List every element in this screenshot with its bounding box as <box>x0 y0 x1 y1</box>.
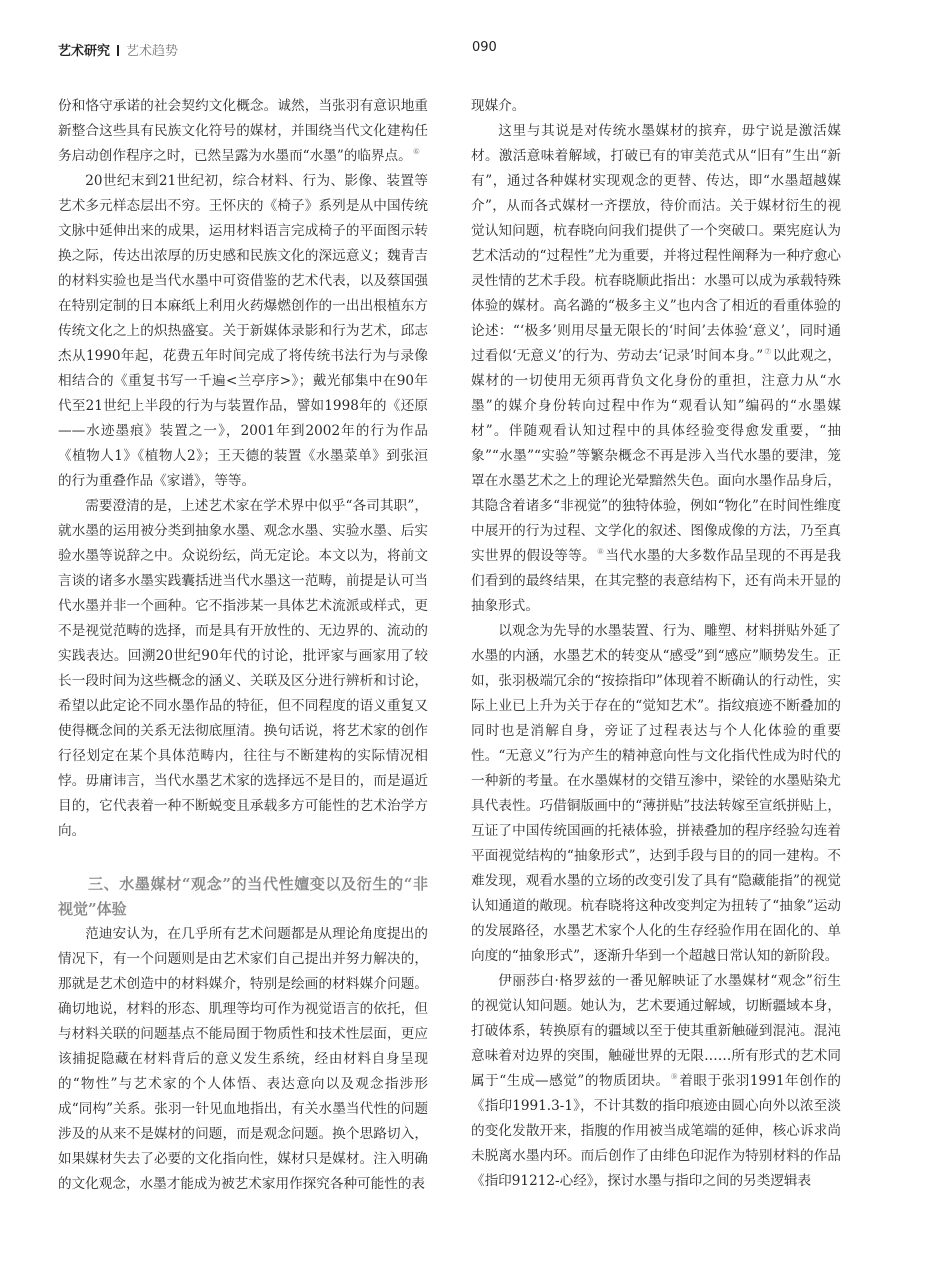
running-header <box>58 40 898 64</box>
paragraph <box>58 94 428 169</box>
footnote-marker[interactable]: ⑦ <box>764 347 772 357</box>
footnote-marker[interactable]: ⑥ <box>412 147 420 157</box>
paragraph: 20世纪末到21世纪初，综合材料、行为、影像、装置等艺术多元样态层出不穷。王怀庆的《椅子》系列是从中国传统文脉中延伸出来的成果，运用材料语言完成椅子的平面图示转换之际，传达出浓厚的历史感和民族文化的深远意义；魏青吉的材料实验也是当代水墨中可资借鉴的艺术代表，以及蔡国强在特别定制的日本麻纸上利用火药爆燃创作的一出出根植东方传统文化之上的炽热盛宴。关于新媒体录影和行为艺术，邱志杰从1990年起，花费五年时间完成了将传统书法行为与录像相结合的《重复书写一千遍<兰亭序>》；戴光郁集中在90年代至21世纪上半段的行为与装置作品，譬如1998年的《还原——水迹墨痕》装置之一》，2001年到2002年的行为作品《植物人1》《植物人2》；王天德的装置《水墨菜单》到张洹的行为重叠作品《家谱》，等等。 <box>58 173 428 489</box>
paragraph <box>471 969 841 1194</box>
paragraph: 以观念为先导的水墨装置、行为、雕塑、材料拼贴外延了水墨的内涵，水墨艺术的转变从“感受”到“感应”顺势发生。正如，张羽极端冗余的“按捺指印”体现着不断确认的行动性，实际上业已上升为关于存在的“觉知艺术”。指纹痕迹不断叠加的同时也是消解自身，旁证了过程表达与个人化体验的重要性。“无意义”行为产生的精神意向性与文化指代性成为时代的一种新的考量。在水墨媒材的交错互渗中，梁铨的水墨贴染尤具代表性。巧借铜版画中的“薄拼贴”技法转嫁至宣纸拼贴上，互证了中国传统国画的托裱体验，拼裱叠加的程序经验勾连着平面视觉结构的“抽象形式”，达到手段与目的的同一建构。不难发现，观看水墨的立场的改变引发了具有“隐藏能指”的视觉认知通道的敞现。杭春晓将这种改变判定为扭转了“抽象”运动的发展路径，水墨艺术家个人化的生存经验作用在固化的、单向度的“抽象形式”，逐渐升华到一个超越日常认知的新阶段。 <box>471 623 841 964</box>
paragraph <box>471 119 841 619</box>
right-column <box>471 94 841 1264</box>
paragraph-text: 以此观之，媒材的一切使用无须再背负文化身份的重担，注意力从“水墨”的媒介身份转向过程中作为“观看认知”编码的“水墨媒材”。伴随观看认知过程中的具体经验变得愈发重要，“抽象”“水墨”“实验”等繁杂概念不再是涉入当代水墨的要津，笼罩在水墨艺术之上的理论光晕黯然失色。面向水墨作品身后，其隐含着诸多“非视觉”的独特体验，例如“物化”在时间性维度中展开的行为过程、文学化的叙述、图像成像的方法，乃至真实世界的假设等等。 <box>471 348 841 564</box>
paragraph: 需要澄清的是，上述艺术家在学术界中似乎“各司其职”，就水墨的运用被分类到抽象水墨、观念水墨、实验水墨、后实验水墨等说辞之中。众说纷纭，尚无定论。本文以为，将前文言谈的诸多水墨实践囊括进当代水墨这一范畴，前提是认可当代水墨并非一个画种。它不指涉某一具体艺术流派或样式，更不是视觉范畴的选择，而是具有开放性的、无边界的、流动的实践表达。回溯20世纪90年代的讨论，批评家与画家用了较长一段时间为这些概念的涵义、关联及区分进行辨析和讨论，希望以此定论不同水墨作品的特征，但不同程度的语义重复又使得概念间的关系无法彻底厘清。换句话说，将艺术家的创作行径划定在某个具体范畴内，往往与不断建构的实际情况相悖。毋庸讳言，当代水墨艺术家的选择远不是目的，而是逼近目的，它代表着一种不断蜕变且承载多方可能性的艺术治学方向。 <box>58 498 428 839</box>
page-number: 090 <box>472 40 497 55</box>
paragraph-text: 份和恪守承诺的社会契约文化概念。诚然，当张羽有意识地重新整合这些具有民族文化符号的媒材，并围绕当代文化建构任务启动创作程序之时，已然呈露为水墨而“水墨”的临界点。 <box>58 98 428 164</box>
header-divider <box>117 45 119 56</box>
paragraph-text: 当代水墨的大多数作品呈现的不再是我们看到的最终结果，在其完整的表意结构下，还有尚未开显的抽象形式。 <box>471 548 841 614</box>
journal-subsection: 艺术趋势 <box>126 44 179 59</box>
footnote-marker[interactable]: ⑧ <box>596 547 605 557</box>
paragraph: 现媒介。 <box>471 98 526 114</box>
journal-section: 艺术研究 <box>58 44 111 59</box>
paragraph-text: 这里与其说是对传统水墨媒材的摈弃，毋宁说是激活媒材。激活意味着解域，打破已有的审美范式从“旧有”生出“新有”，通过各种媒材实现观念的更替、传达，即“水墨超越媒介”，从而各式媒材一齐摆放，待价而沽。关于媒材衍生的视觉认知问题，杭春晓向问我们提供了一个突破口。栗宪庭认为艺术活动的“过程性”尤为重要，并将过程性阐释为一种疗愈心灵性情的艺术手段。杭春晓顺此指出：水墨可以成为承载特殊体验的媒材。高名潞的“极多主义”也内含了相近的看重体验的论述：“‘极多’则用尽量无限长的‘时间’去体验‘意义’，同时通过看似‘无意义’的行为、劳动去‘记录’时间本身。” <box>471 123 841 364</box>
paragraph-text: 伊丽莎白·格罗兹的一番见解映证了水墨媒材“观念”衍生的视觉认知问题。她认为，艺术要通过解域，切断疆域本身，打破体系，转换原有的疆域以至于使其重新触碰到混沌。混沌意味着对边界的突围，触碰世界的无限……所有形式的艺术同属于“生成—感觉”的物质团块。 <box>471 973 841 1089</box>
left-column <box>58 94 428 1264</box>
paragraph: 范迪安认为，在几乎所有艺术问题都是从理论角度提出的情况下，有一个问题则是由艺术家们自己提出并努力解决的，那就是艺术创造中的材料媒介，特别是绘画的材料媒介问题。确切地说，材料的形态、肌理等均可作为视觉语言的依托，但与材料关联的问题基点不能局囿于物质性和技术性层面，更应该捕捉隐藏在材料背后的意义发生系统，经由材料自身呈现的“物性”与艺术家的个人体悟、表达意向以及观念指涉形成“同构”关系。张羽一针见血地指出，有关水墨当代性的问题涉及的从来不是媒材的问题，而是观念问题。换个思路切入，如果媒材失去了必要的文化指向性，媒材只是媒材。注入明确的文化观念，水墨才能成为被艺术家用作探究各种可能性的表 <box>58 926 428 1192</box>
footnote-marker[interactable]: ⑨ <box>670 1072 679 1082</box>
paragraph-text: 着眼于张羽1991年创作的《指印1991.3-1》，不计其数的指印痕迹由圆心向外以浓至淡的变化发散开来，指腹的作用被当成笔端的延伸，核心诉求尚未脱离水墨内环。而后创作了由绯色印泥作为特别材料的作品《指印91212-心经》，探讨水墨与指印之间的另类逻辑表 <box>471 1073 841 1189</box>
section-heading: 三、水墨媒材“观念”的当代性嬗变以及衍生的“非视觉”体验 <box>58 875 428 918</box>
